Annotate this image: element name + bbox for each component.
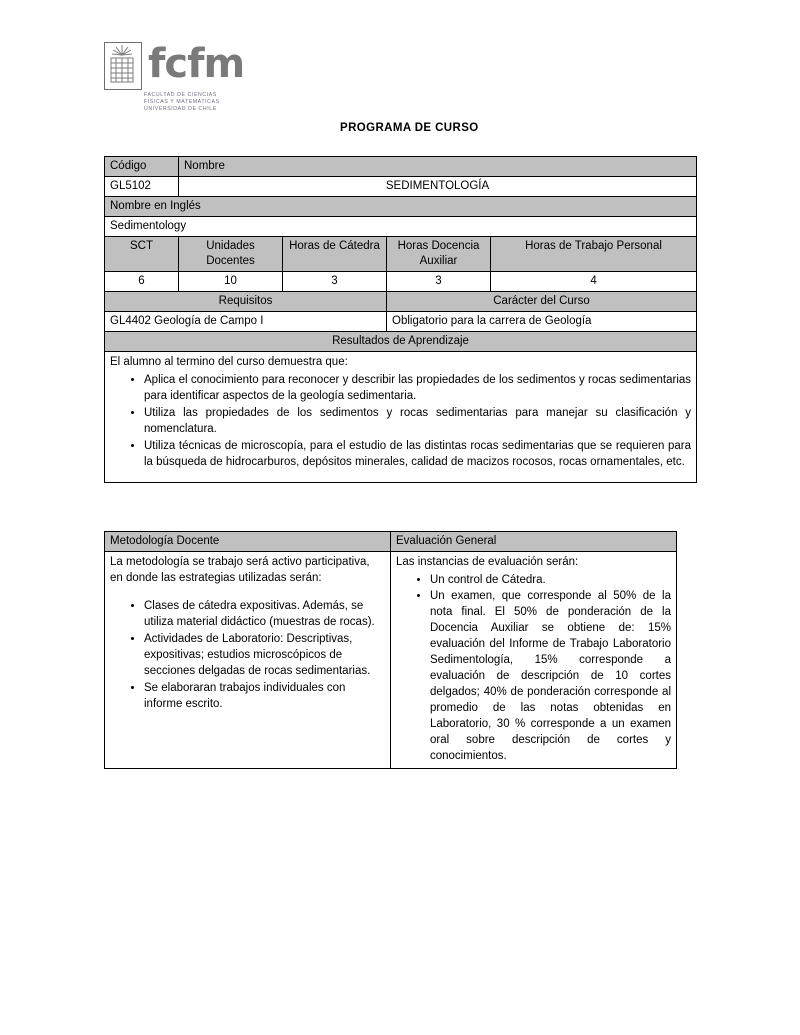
logo-wordmark: fcfm — [148, 41, 245, 87]
list-item: • Un control de Cátedra. — [430, 572, 671, 588]
cell-header-evaluacion: Evaluación General — [391, 532, 677, 552]
metodologia-intro: La metodología se trabajo será activo participativa, en donde las estrategias utilizadas serán: — [110, 556, 370, 584]
table-row — [105, 177, 697, 197]
resultados-list — [110, 372, 691, 470]
evaluacion-intro: Las instancias de evaluación serán: — [396, 556, 579, 568]
cell-header-resultados: Resultados de Aprendizaje — [105, 332, 697, 352]
list-item: • Aplica el conocimiento para reconocer y describir las propiedades de los sedimentos y rocas sedimentarias para identificar aspectos de la geología sedimentaria. — [144, 372, 691, 404]
cell-nombre-value: SEDIMENTOLOGÍA — [179, 177, 697, 197]
metodologia-list — [110, 598, 385, 712]
table-row — [105, 272, 697, 292]
logo-row — [104, 42, 264, 90]
list-item: • Utiliza técnicas de microscopía, para el estudio de las distintas rocas sedimentarias que se requieren para la búsqueda de hidrocarburos, depósitos minerales, calidad de macizos rocosos, rocas ornamentales, etc. — [144, 438, 691, 470]
crest-art-icon — [105, 43, 139, 87]
evaluacion-list — [396, 572, 671, 764]
metodologia-spacer — [110, 588, 385, 596]
cell-header-caracter: Carácter del Curso — [387, 292, 697, 312]
table-row — [105, 332, 697, 352]
cell-metodologia-content — [105, 552, 391, 769]
cell-resultados-content — [105, 352, 697, 483]
cell-header-horas-docencia-auxiliar: Horas Docencia Auxiliar — [387, 237, 491, 272]
table-row — [105, 532, 677, 552]
course-info-table — [104, 156, 697, 483]
cell-header-horas-trabajo-personal: Horas de Trabajo Personal — [491, 237, 697, 272]
table-row — [105, 237, 697, 272]
list-item: • Utiliza las propiedades de los sedimentos y rocas sedimentarias para manejar su clasificación y nomenclatura. — [144, 405, 691, 437]
resultados-intro: El alumno al termino del curso demuestra que: — [110, 356, 348, 368]
page-title: PROGRAMA DE CURSO — [340, 122, 479, 134]
cell-header-unidades-docentes: Unidades Docentes — [179, 237, 283, 272]
cell-header-nombre: Nombre — [179, 157, 697, 177]
cell-header-codigo: Código — [105, 157, 179, 177]
cell-header-requisitos: Requisitos — [105, 292, 387, 312]
cell-requisitos-value: GL4402 Geología de Campo I — [105, 312, 387, 332]
cell-value-unidades-docentes: 10 — [179, 272, 283, 292]
table-row — [105, 552, 677, 769]
table-row — [105, 157, 697, 177]
cell-header-horas-catedra: Horas de Cátedra — [283, 237, 387, 272]
faculty-logo — [104, 42, 264, 113]
cell-header-metodologia: Metodología Docente — [105, 532, 391, 552]
logo-caption-line-3: UNIVERSIDAD DE CHILE — [144, 106, 217, 112]
cell-caracter-value: Obligatorio para la carrera de Geología — [387, 312, 697, 332]
cell-value-horas-docencia-auxiliar: 3 — [387, 272, 491, 292]
list-item: • Actividades de Laboratorio: Descriptivas, expositivas; estudios microscópicos de secciones delgadas de rocas sedimentarias. — [144, 631, 385, 679]
cell-header-nombre-ingles: Nombre en Inglés — [105, 197, 697, 217]
table-row — [105, 312, 697, 332]
table-row — [105, 197, 697, 217]
cell-value-sct: 6 — [105, 272, 179, 292]
list-item: • Un examen, que corresponde al 50% de la nota final. El 50% de ponderación de la Docencia Auxiliar se obtiene de: 15% evaluación del Informe de Trabajo Laboratorio Sedimentología, 15% corresponde a evaluación de descripción de 10 cortes delgados; 40% de ponderación corresponde al promedio de las notas obtenidas en Laboratorio, 30 % corresponde a un examen oral sobre descripción de cortes y conocimientos. — [430, 588, 671, 764]
table-row — [105, 352, 697, 483]
list-item: • Se elaboraran trabajos individuales con informe escrito. — [144, 680, 385, 712]
cell-codigo-value: GL5102 — [105, 177, 179, 197]
logo-caption-line-1: FACULTAD DE CIENCIAS — [144, 92, 217, 98]
cell-nombre-ingles-value: Sedimentology — [105, 217, 697, 237]
cell-value-horas-catedra: 3 — [283, 272, 387, 292]
university-crest-icon — [104, 42, 142, 90]
table-row — [105, 217, 697, 237]
logo-caption-line-2: FISICAS Y MATEMATICAS — [144, 99, 220, 105]
methodology-evaluation-table — [104, 531, 677, 769]
table-row — [105, 292, 697, 312]
cell-value-horas-trabajo-personal: 4 — [491, 272, 697, 292]
cell-bottom-spacer — [110, 472, 691, 480]
list-item: • Clases de cátedra expositivas. Además, se utiliza material didáctico (muestras de rocas). — [144, 598, 385, 630]
cell-header-sct: SCT — [105, 237, 179, 272]
cell-evaluacion-content — [391, 552, 677, 769]
logo-caption — [144, 92, 264, 113]
